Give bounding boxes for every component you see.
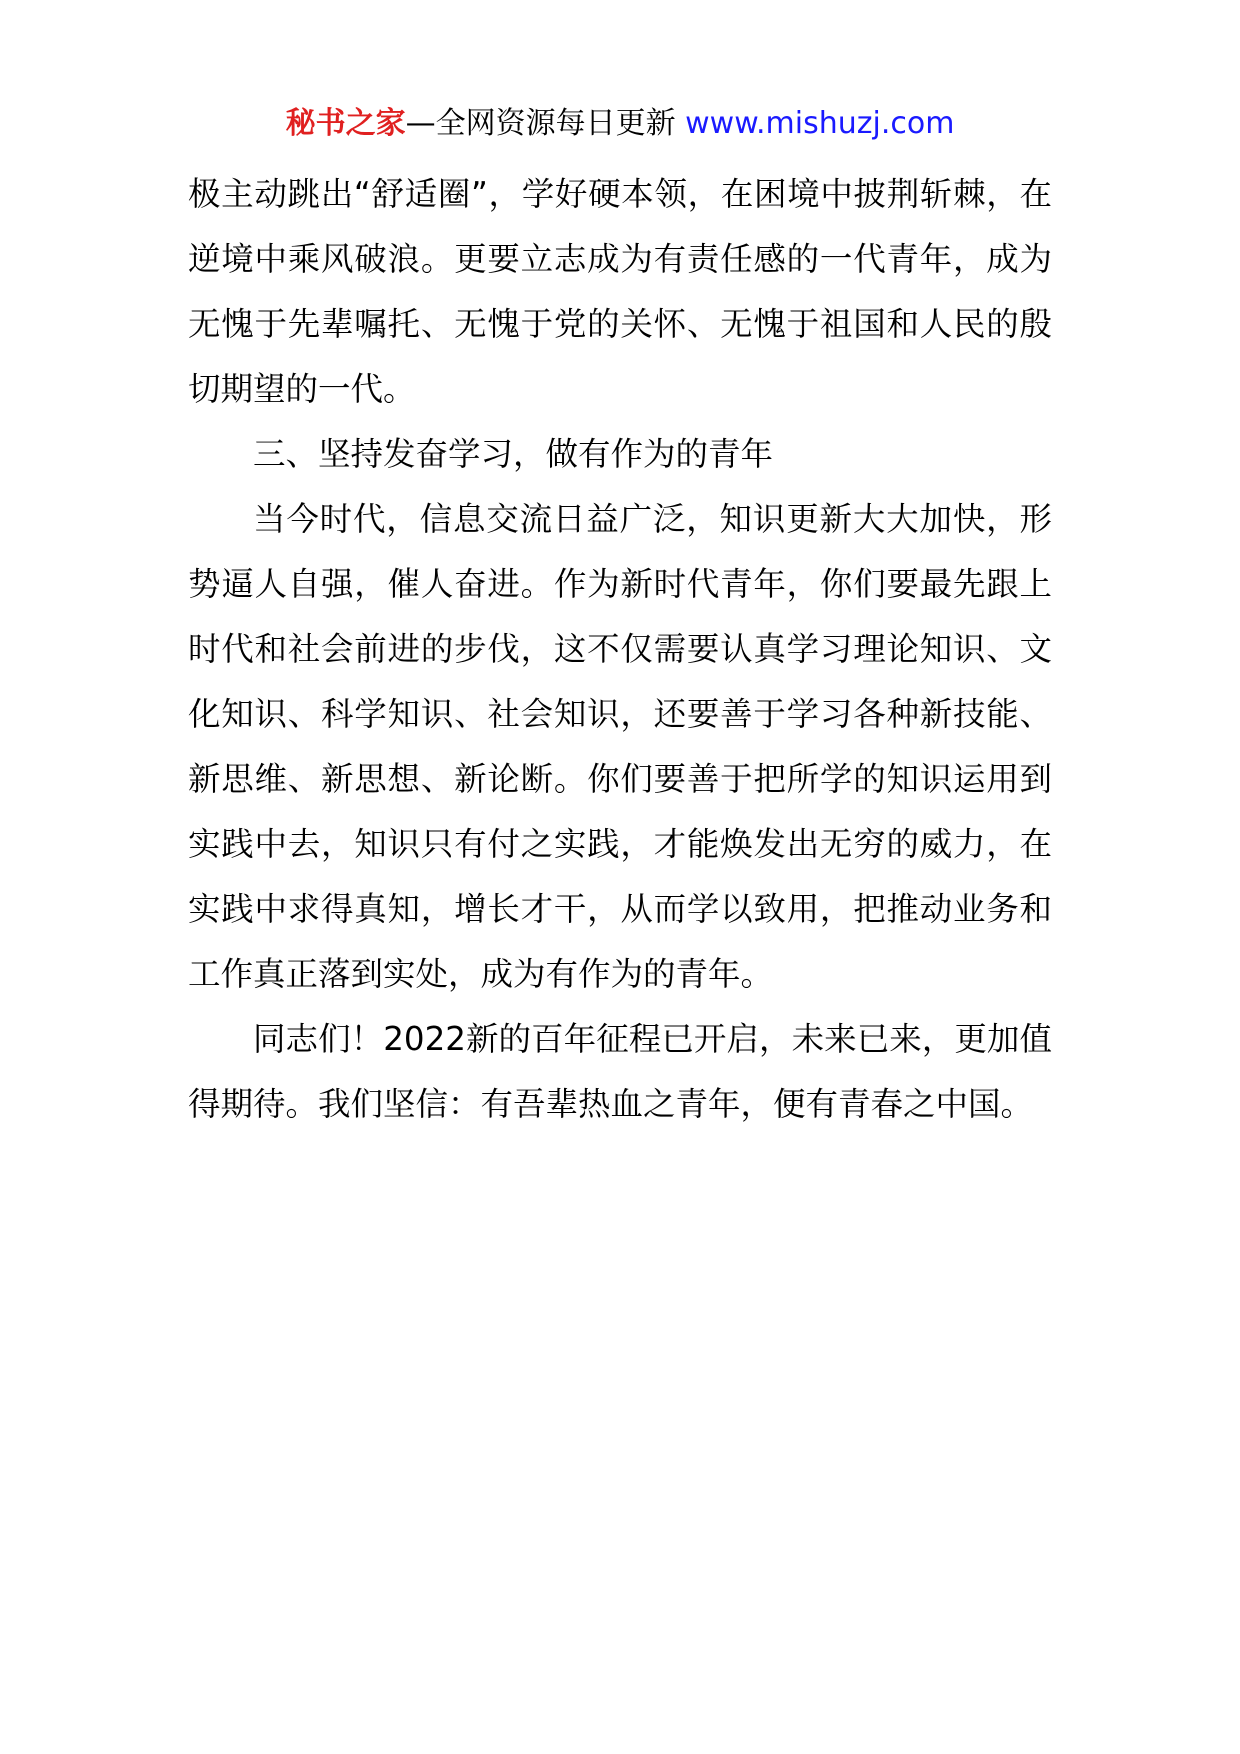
paragraph-continued: 极主动跳出“舒适圈”，学好硬本领，在困境中披荆斩棘，在逆境中乘风破浪。更要立志成为有责任感的一代青年，成为无愧于先辈嘱托、无愧于党的关怀、无愧于祖国和人民的殷切期望的一代。: [188, 175, 1052, 408]
header-tagline: —全网资源每日更新: [405, 106, 676, 141]
document-body: [188, 162, 1052, 1137]
site-url-link[interactable]: www.mishuzj.com: [685, 106, 955, 141]
paragraph-study: 当今时代，信息交流日益广泛，知识更新大大加快，形势逼人自强，催人奋进。作为新时代青年，你们要最先跟上时代和社会前进的步伐，这不仅需要认真学习理论知识、文化知识、科学知识、社会知识，还要善于学习各种新技能、新思维、新思想、新论断。你们要善于把所学的知识运用到实践中去，知识只有付之实践，才能焕发出无穷的威力，在实践中求得真知，增长才干，从而学以致用，把推动业务和工作真正落到实处，成为有作为的青年。: [188, 500, 1052, 993]
brand-name: 秘书之家: [285, 106, 406, 141]
paragraph-closing: 同志们！2022新的百年征程已开启，未来已来，更加值得期待。我们坚信：有吾辈热血之青年，便有青春之中国。: [188, 1020, 1052, 1123]
section-heading-3: 三、坚持发奋学习，做有作为的青年: [253, 435, 774, 473]
page-header: [0, 104, 1240, 144]
